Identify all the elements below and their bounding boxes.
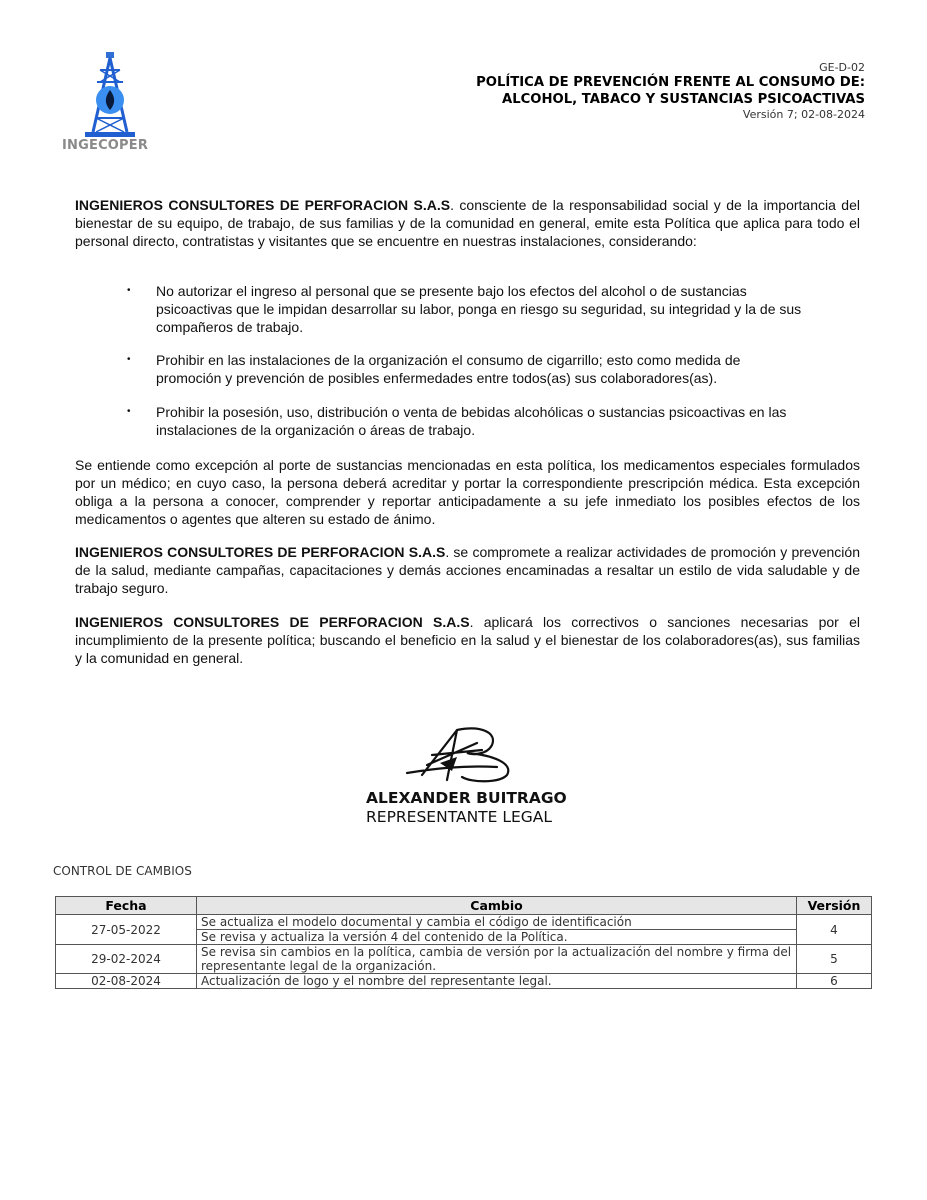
signer-name: ALEXANDER BUITRAGO [366, 789, 567, 807]
company-name: INGENIEROS CONSULTORES DE PERFORACION S.A.S [75, 614, 470, 630]
table-row [56, 974, 872, 989]
bullet-list-1 [127, 282, 807, 336]
list-item [127, 282, 807, 336]
logo-text: INGECOPER [62, 138, 149, 153]
bullet-icon: • [127, 406, 131, 417]
cell-cambio: Se revisa y actualiza la versión 4 del contenido de la Política. [197, 930, 797, 945]
cell-cambio: Se actualiza el modelo documental y cambia el código de identificación [197, 915, 797, 930]
list-item [127, 351, 807, 387]
cell-fecha: 29-02-2024 [56, 945, 197, 974]
column-header-cambio: Cambio [197, 897, 797, 915]
handwritten-signature [402, 725, 522, 785]
document-code: GE-D-02 [819, 61, 865, 74]
cell-fecha: 02-08-2024 [56, 974, 197, 989]
bullet-icon: • [127, 285, 131, 296]
intro-paragraph [75, 196, 860, 250]
bullet-list-2 [127, 351, 807, 387]
sanctions-paragraph [75, 613, 860, 667]
table-row [56, 915, 872, 930]
bullet-list-3 [127, 403, 807, 439]
intro-text: . consciente de la responsabilidad social y de la importancia del bienestar de su equipo, de trabajo, de sus familias y de la comunidad en general, emite esta Política que aplica para todo el personal directo, contratistas y visitantes que se encuentre en nuestras instalaciones, considerando: [75, 197, 860, 249]
commitment-paragraph [75, 543, 860, 597]
document-title-line1: POLÍTICA DE PREVENCIÓN FRENTE AL CONSUMO DE: [476, 75, 865, 90]
sanctions-text: . aplicará los correctivos o sanciones necesarias por el incumplimiento de la presente política; buscando el beneficio en la salud y el bienestar de los colaboradores(as), sus familias y la comunidad en general. [75, 614, 860, 666]
document-title-line2: ALCOHOL, TABACO Y SUSTANCIAS PSICOACTIVAS [501, 92, 865, 107]
bullet-text: Prohibir la posesión, uso, distribución o venta de bebidas alcohólicas o sustancias psicoactivas en las instalaciones de la organización o áreas de trabajo. [156, 404, 787, 438]
table-row [56, 945, 872, 974]
table-header-row [56, 897, 872, 915]
company-name: INGENIEROS CONSULTORES DE PERFORACION S.A.S [75, 544, 446, 560]
bullet-text: No autorizar el ingreso al personal que se presente bajo los efectos del alcohol o de sustancias psicoactivas que le impidan desarrollar su labor, ponga en riesgo su seguridad, su integridad y la de sus compañeros de trabajo. [156, 283, 802, 335]
column-header-version: Versión [797, 897, 872, 915]
cell-cambio: Actualización de logo y el nombre del representante legal. [197, 974, 797, 989]
change-control-table [55, 896, 872, 989]
change-control-title: CONTROL DE CAMBIOS [53, 864, 192, 878]
column-header-fecha: Fecha [56, 897, 197, 915]
bullet-icon: • [127, 354, 131, 365]
cell-version: 5 [797, 945, 872, 974]
bullet-text: Prohibir en las instalaciones de la organización el consumo de cigarrillo; esto como medida de promoción y prevención de posibles enfermedades entre todos(as) sus colaboradores(as). [156, 352, 741, 386]
cell-cambio: Se revisa sin cambios en la política, cambia de versión por la actualización del nombre y firma del representante legal de la organización. [197, 945, 797, 974]
document-version: Versión 7; 02-08-2024 [742, 108, 865, 121]
cell-fecha: 27-05-2022 [56, 915, 197, 945]
signer-role: REPRESENTANTE LEGAL [366, 808, 553, 826]
exception-paragraph: Se entiende como excepción al porte de sustancias mencionadas en esta política, los medicamentos especiales formulados por un médico; en cuyo caso, la persona deberá acreditar y portar la correspondiente prescripción médica. Esta excepción obliga a la persona a conocer, comprender y reportar anticipadamente a su jefe inmediato los posibles efectos de los medicamentos o agentes que alteren su estado de ánimo. [75, 457, 860, 527]
signer-block [366, 789, 567, 826]
commitment-text: . se compromete a realizar actividades de promoción y prevención de la salud, mediante campañas, capacitaciones y demás acciones encaminadas a resaltar un estilo de vida saludable y de trabajo seguro. [75, 544, 860, 596]
list-item [127, 403, 807, 439]
cell-version: 6 [797, 974, 872, 989]
document-header [476, 61, 865, 121]
company-name: INGENIEROS CONSULTORES DE PERFORACION S.A.S [75, 197, 451, 213]
cell-version: 4 [797, 915, 872, 945]
